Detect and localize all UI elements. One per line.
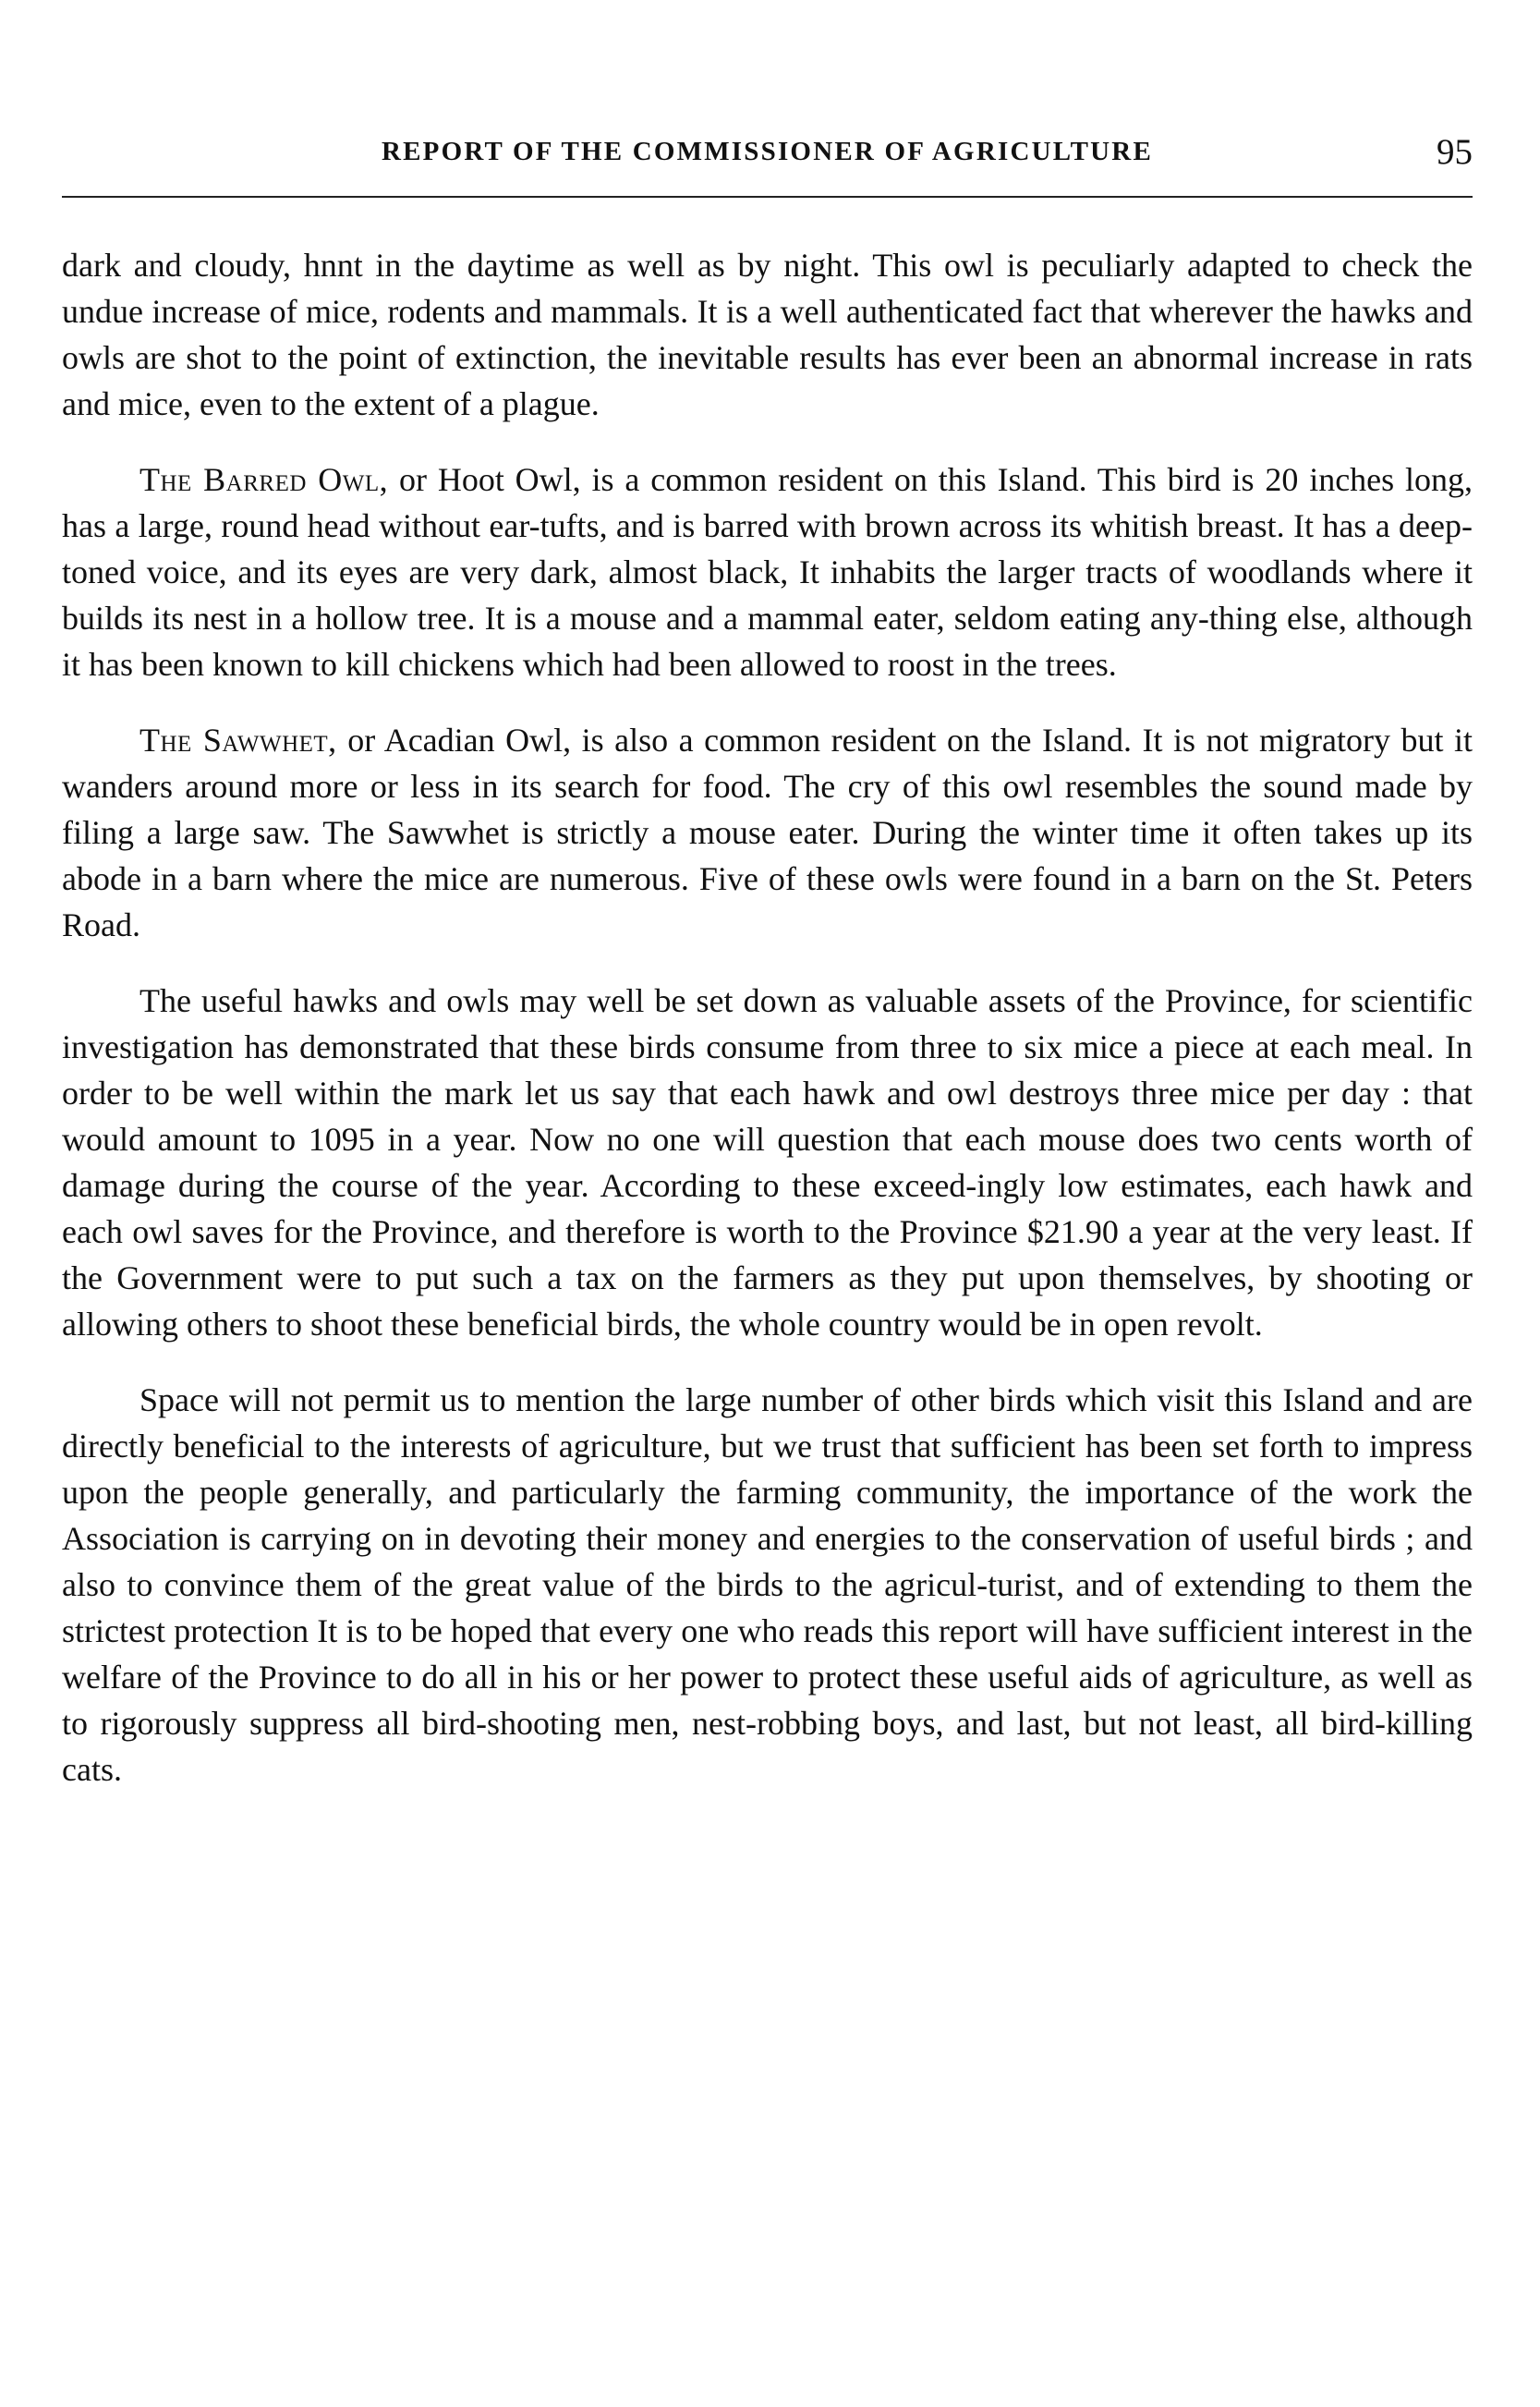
paragraph-barred-owl (62, 456, 1473, 687)
paragraph-text: or Acadian Owl, is also a common resident on the Island. It is not migratory but it wanders around more or less in its search for food. The cry of this owl resembles the sound made by filing a large saw. The Sawwhet is strictly a mouse eater. During the winter time it often takes up its abode in a barn where the mice are numerous. Five of these owls were found in a barn on the St. Peters Road. (62, 722, 1473, 943)
paragraph-text: Space will not permit us to mention the large number of other birds which visit this Island and are directly beneficial to the interests of agriculture, but we trust that sufficient has been set forth to impress upon the people generally, and particularly the farming community, the importance of the work the Association is carrying on in devoting their money and energies to the conservation of useful birds ; and also to convince them of the great value of the birds to the agricul-turist, and of extending to them the strictest protection It is to be hoped that every one who reads this report will have sufficient interest in the welfare of the Province to do all in his or her power to protect these useful aids of agriculture, as well as to rigorously suppress all bird-shooting men, nest-robbing boys, and last, but not least, all bird-killing cats. (62, 1381, 1473, 1788)
paragraph-text: dark and cloudy, hnnt in the daytime as well as by night. This owl is peculiarly adapted to check the undue increase of mice, rodents and mammals. It is a well authenticated fact that wherever the hawks and owls are shot to the point of extinction, the inevitable results has ever been an abnormal increase in rats and mice, even to the extent of a plague. (62, 247, 1473, 422)
paragraph-conclusion (62, 1377, 1473, 1793)
header-rule (62, 196, 1473, 198)
paragraph-text: or Hoot Owl, is a common resident on this Island. This bird is 20 inches long, has a large, round head without ear-tufts, and is barred with brown across its whitish breast. It has a deep-toned voice, and its eyes are very dark, almost black, It inhabits the larger tracts of woodlands where it builds its nest in a hollow tree. It is a mouse and a mammal eater, seldom eating any-thing else, although it has been known to kill chickens which had been allowed to roost in the trees. (62, 461, 1473, 683)
paragraph-owl-continuation (62, 242, 1473, 427)
paragraph-sawwhet (62, 717, 1473, 948)
species-name-sawwhet: The Sawwhet, (139, 722, 337, 759)
running-head: REPORT OF THE COMMISSIONER OF AGRICULTURE (382, 137, 1153, 166)
paragraph-text: The useful hawks and owls may well be set down as valuable assets of the Province, for scientific investigation has demonstrated that these birds consume from three to six mice a piece at each meal. In order to be well within the mark let us say that each hawk and owl destroys three mice per day : that would amount to 1095 in a year. Now no one will question that each mouse does two cents worth of damage during the course of the year. According to these exceed-ingly low estimates, each hawk and each owl saves for the Province, and therefore is worth to the Province $21.90 a year at the very least. If the Government were to put such a tax on the farmers as they put upon themselves, by shooting or allowing others to shoot these beneficial birds, the whole country would be in open revolt. (62, 982, 1473, 1343)
page-header (62, 128, 1473, 192)
paragraph-useful-hawks-owls (62, 978, 1473, 1347)
page-number: 95 (1437, 132, 1473, 172)
body-text (62, 242, 1473, 1822)
species-name-barred-owl: The Barred Owl, (139, 461, 389, 498)
